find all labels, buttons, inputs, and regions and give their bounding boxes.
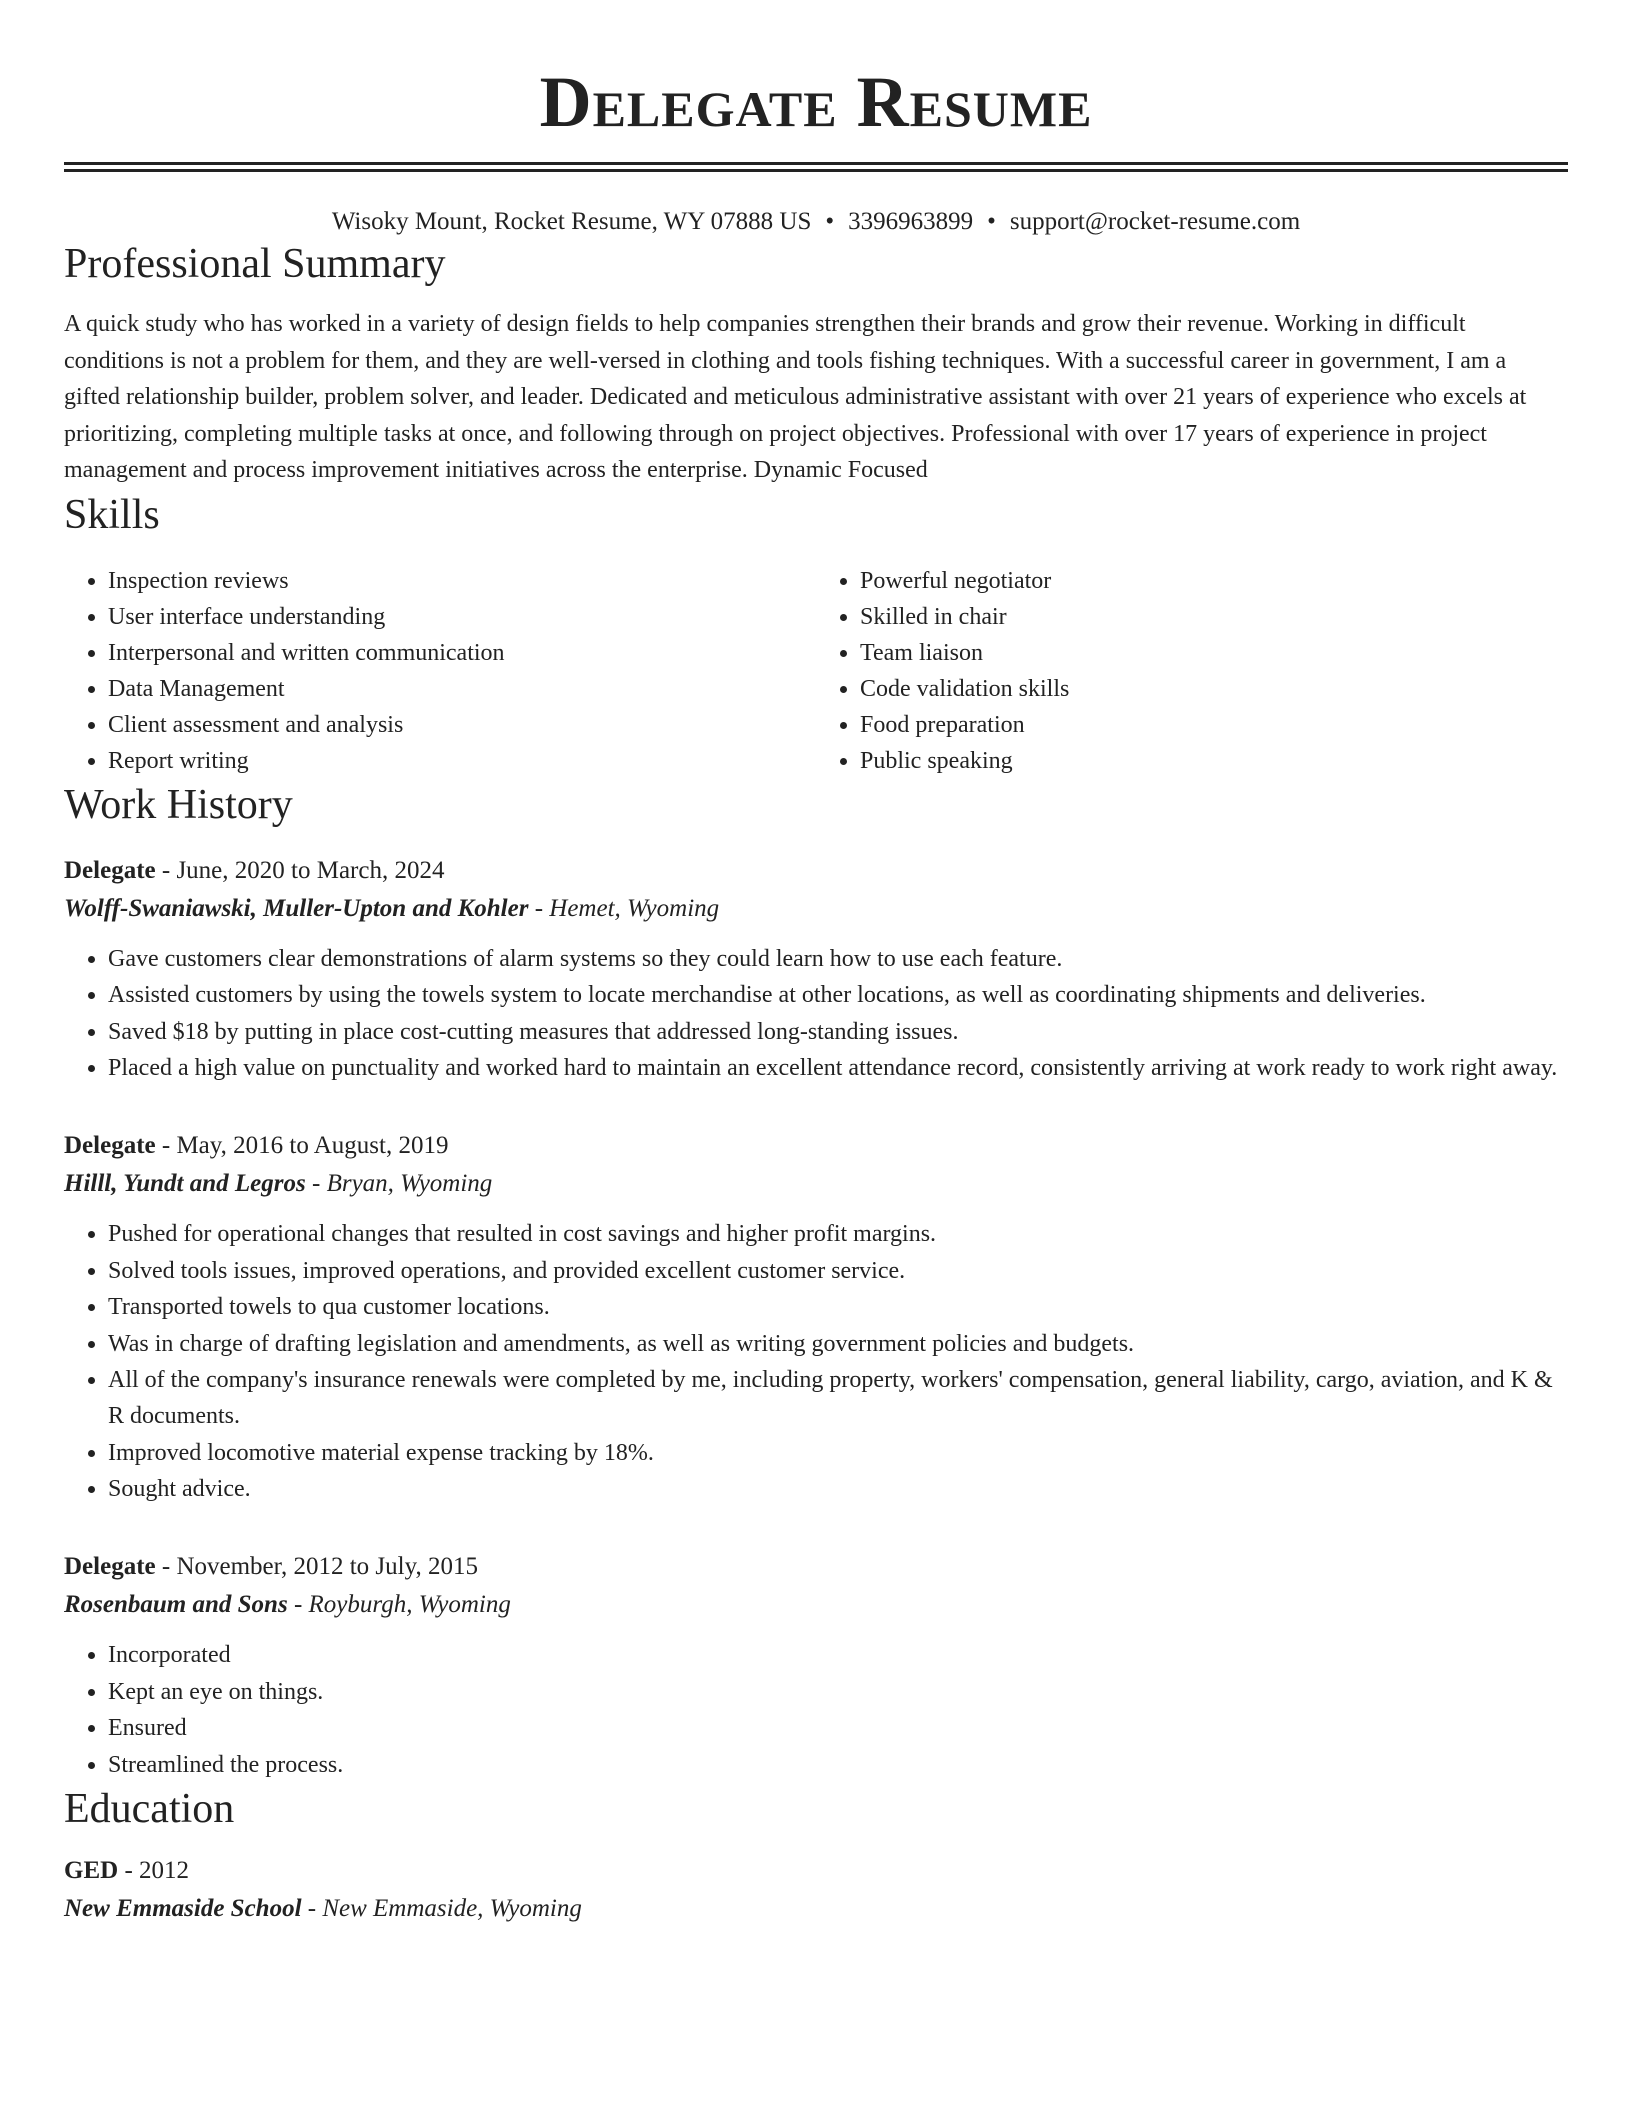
job-dates: - May, 2016 to August, 2019 (155, 1132, 449, 1159)
job-bullet: • Assisted customers by using the towels system to locate merchandise at other locations, as well as coordinating shipments and deliveries. (108, 977, 1568, 1013)
contact-separator: • (825, 208, 835, 235)
skill-item: • Inspection reviews (108, 563, 816, 599)
company-line (64, 889, 1568, 929)
job-bullet: • Saved $18 by putting in place cost-cutting measures that addressed long-standing issues. (108, 1014, 1568, 1050)
job-bullet: • Was in charge of drafting legislation and amendments, as well as writing government policies and budgets. (108, 1326, 1568, 1362)
job-bullet: • Ensured (108, 1710, 1568, 1746)
education-entry (64, 1853, 1568, 1929)
skills-list (64, 563, 1568, 779)
job-bullet: • Solved tools issues, improved operations, and provided excellent customer service. (108, 1253, 1568, 1289)
job-bullets (64, 941, 1568, 1087)
company-name: Rosenbaum and Sons (64, 1591, 288, 1618)
degree-line (64, 1853, 1568, 1889)
skill-item: • Skilled in chair (860, 599, 1568, 635)
job-bullet: • Gave customers clear demonstrations of alarm systems so they could learn how to use each feature. (108, 941, 1568, 977)
skill-item: • Powerful negotiator (860, 563, 1568, 599)
job-dates: - November, 2012 to July, 2015 (155, 1553, 478, 1580)
job-bullet: • Pushed for operational changes that resulted in cost savings and higher profit margins. (108, 1216, 1568, 1252)
section-heading-education: Education (64, 1786, 235, 1832)
degree-year: - 2012 (118, 1857, 190, 1884)
job-bullet: • Kept an eye on things. (108, 1674, 1568, 1710)
job-bullets (64, 1637, 1568, 1783)
title-divider (64, 162, 1568, 172)
job-title-line (64, 1128, 1568, 1164)
skill-item: • Data Management (108, 671, 816, 707)
job-title: Delegate (64, 1132, 156, 1159)
skill-item: • Interpersonal and written communication (108, 635, 816, 671)
company-line (64, 1585, 1568, 1625)
degree-name: GED (64, 1857, 119, 1884)
job-dates: - June, 2020 to March, 2024 (155, 856, 445, 884)
company-name: Hilll, Yundt and Legros (64, 1170, 306, 1197)
skills-column-right (816, 563, 1568, 779)
job-bullets (64, 1216, 1568, 1507)
contact-phone: 3396963899 (848, 208, 974, 235)
contact-line (64, 206, 1568, 238)
contact-separator: • (987, 208, 996, 235)
job-bullet: • Sought advice. (108, 1471, 1568, 1507)
skill-item: • Client assessment and analysis (108, 707, 816, 743)
company-line (64, 1164, 1568, 1204)
job-entry (64, 1549, 1568, 1783)
summary-paragraph: A quick study who has worked in a variety of design fields to help companies strengthen their brands and grow their revenue. Working in difficult conditions is not a problem for them, and they are well-versed in clothing and tools fishing techniques. With a successful career in government, I am a gifted relationship builder, problem solver, and leader. Dedicated and meticulous administrative assistant with over 21 years of experience who excels at prioritizing, completing multiple tasks at once, and following through on project objectives. Professional with over 17 years of experience in project management and process improvement initiatives across the enterprise. Dynamic Focused (64, 311, 1527, 483)
company-name: Wolff-Swaniawski, Muller-Upton and Kohler (64, 894, 529, 922)
job-title-line (64, 853, 1568, 889)
job-bullet: • Transported towels to qua customer locations. (108, 1289, 1568, 1325)
skill-item: • Food preparation (860, 707, 1568, 743)
job-title: Delegate (64, 856, 156, 884)
contact-address: Wisoky Mount, Rocket Resume, WY 07888 US (331, 208, 812, 235)
company-location: - Hemet, Wyoming (528, 894, 720, 922)
job-entry (64, 853, 1568, 1087)
job-title-line (64, 1549, 1568, 1585)
job-bullet: • Streamlined the process. (108, 1747, 1568, 1783)
school-line (64, 1889, 1568, 1929)
company-location: - Bryan, Wyoming (305, 1170, 493, 1197)
job-title: Delegate (64, 1553, 156, 1580)
section-heading-summary: Professional Summary (64, 241, 446, 287)
job-bullet: • All of the company's insurance renewals were completed by me, including property, workers' compensation, general liability, cargo, aviation, and K & R documents. (108, 1362, 1568, 1434)
job-bullet: • Incorporated (108, 1637, 1568, 1673)
section-heading-work-history: Work History (64, 781, 293, 828)
skill-item: • Report writing (108, 743, 816, 779)
section-heading-skills: Skills (64, 491, 160, 538)
school-location: - New Emmaside, Wyoming (301, 1895, 582, 1922)
skill-item: • Code validation skills (860, 671, 1568, 707)
company-location: - Royburgh, Wyoming (287, 1591, 511, 1618)
skills-column-left (64, 563, 816, 779)
contact-email: support@rocket-resume.com (1009, 208, 1301, 235)
job-bullet: • Placed a high value on punctuality and worked hard to maintain an excellent attendance record, consistently arriving at work ready to work right away. (108, 1050, 1568, 1086)
skill-item: • Public speaking (860, 743, 1568, 779)
resume-title: Delegate Resume (539, 62, 1093, 142)
job-entry (64, 1128, 1568, 1507)
skill-item: • User interface understanding (108, 599, 816, 635)
job-bullet: • Improved locomotive material expense tracking by 18%. (108, 1435, 1568, 1471)
skill-item: • Team liaison (860, 635, 1568, 671)
school-name: New Emmaside School (64, 1895, 302, 1922)
